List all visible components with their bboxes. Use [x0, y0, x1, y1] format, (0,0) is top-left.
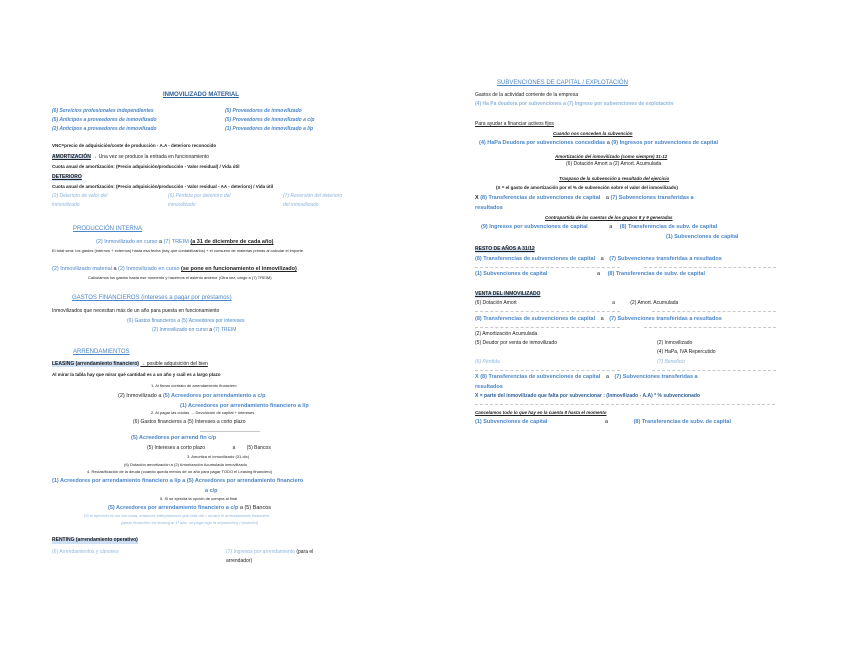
deterioro-formula: Cuota anual de amortización: (Precio adquisición/producción - Valor residual - AA - deterioro) / Vida útil	[52, 184, 274, 189]
renting-account: (7) Ingresos por arrendamiento (para el	[226, 549, 314, 555]
renting-label: RENTING (arrendamiento operativo)	[52, 537, 138, 543]
venta-beneficio: (7) Beneficio	[657, 359, 686, 365]
resto-entry: (8) Transferencias de subvenciones de capital a (7) Subvenciones transferidas a resultados	[475, 256, 722, 262]
subv-traspaso-text: Traspaso de la subvención a resultado del ejercicio	[559, 176, 670, 181]
vnc-formula: VNC=precio de adquisición/coste de producción - A.A - deterioro reconocido	[52, 143, 217, 148]
gastos-financieros-entry: (6) Gastos financieros a (5) Acreedores por intereses	[127, 318, 245, 324]
subv-traspaso-formula: (X = el gasto de amortización por el % de subvención sobre el valor del inmovilizado)	[496, 185, 678, 190]
produccion-entry-1: (2) Inmovilizado en curso a (7) TREIM (a 31 de diciembre de cada año)	[96, 239, 274, 245]
leasing-entry: (5) Intereses a corto plazo a (5) Bancos	[147, 445, 271, 451]
leasing-text: → posible adquisición del bien	[140, 361, 208, 367]
venta-label: VENTA DEL INMOVILIZADO	[475, 291, 541, 297]
leasing-step-4: 4. Reclasificación de la deuda (cuando queda menos de un año para pagar TODO el Leasing financiero)	[87, 469, 273, 474]
produccion-entry-2: (2) Inmovilizado material a (2) Inmovilizado en curso (se pone en funcionamiento el inmovilizado)	[52, 266, 297, 272]
venta-entry: (5) Deudor por venta de inmovilizado	[475, 340, 557, 346]
subv-entry: (6) Dotación Amort a (2) Amort. Acumulada	[566, 161, 662, 167]
leasing-label: LEASING (arrendamiento financiero)	[52, 361, 139, 367]
subv-entry: (4) HaPa Deudora por subvenciones concedidas a (9) Ingresos por subvenciones de capital	[479, 140, 719, 146]
leasing-note: [Si el ejercicio es sin dar nada, entonces interpretamos que vida útil = durará el arrendamiento financiero	[84, 513, 270, 518]
leasing-heading	[52, 362, 208, 368]
leasing-step-1: 1. Al firmar contrato de arrendamiento financiero	[151, 383, 237, 388]
venta-entry: (2) Inmovilizado	[657, 340, 693, 346]
subv-entry: resultados	[475, 205, 503, 211]
venta-perdida: (6) Pérdida	[475, 359, 500, 365]
deterioro-account: (7) Reversión del deterioro	[283, 193, 343, 199]
section-title-subvenciones: SUBVENCIONES DE CAPITAL / EXPLOTACIÓN	[497, 80, 628, 86]
produccion-interna-title: PRODUCCIÓN INTERNA	[73, 226, 143, 232]
venta-formula: X = parte del inmovilizado que falta por subvencionar : (Inmovilizado - A.A) * % subvencionado	[475, 393, 700, 399]
account-line: (1) Proveedores de inmovilizado a l/p	[225, 126, 314, 132]
leasing-entry: (6) Dotación amortización a (2) Amortización Acumulada inmovilizado	[124, 462, 247, 467]
deterioro-account: del inmovilizado	[283, 202, 319, 208]
deterioro-account: (2) Deterioro de valor del	[52, 193, 108, 199]
subv-gastos-entry: (4) Ha Pa deudora por subvenciones a (7) Ingreso por subvenciones de explotación	[475, 101, 674, 107]
leasing-note: (gasto financiero en leasing al 1ª año: se paga logo la separación) / duración]	[121, 520, 258, 525]
subv-entry: (1) Subvenciones de capital	[666, 234, 739, 240]
leasing-entry: (5) Acreedores por arrendamiento financiero a c/p a (5) Bancos	[108, 505, 272, 511]
subv-entry: (9) Ingresos por subvenciones de capital a (8) Transferencias de subv. de capital	[481, 224, 718, 230]
renting-account: (6) Arrendamientos y cánones	[52, 549, 119, 555]
subv-amortizacion-text: Amortización del inmovilizado (como siempre) 31-12	[555, 154, 668, 159]
subv-entry: X (8) Transferencias de subvenciones de capital a (7) Subvenciones transferidas a	[475, 195, 694, 201]
venta-entry: resultados	[475, 384, 503, 390]
gastos-financieros-entry-2: (2) Inmovilizado en curso a (7) TREIM	[152, 327, 237, 333]
leasing-entry: (1) Acreedores por arrendamiento financiero a l/p a (5) Acreedores por arrendamiento financiero	[52, 478, 304, 484]
cancel-text: Cancelamos todo lo que hay en la cuenta 8 hasta el momento	[475, 410, 607, 415]
gastos-financieros-text: Inmovilizados que necesitan más de un año para puesta en funcionamiento	[52, 308, 220, 314]
venta-entry: (2) Amortización Acumulada	[475, 331, 538, 337]
leasing-subtitle: Al mirar la tabla hay que mirar qué cantidad es a un año y cuál es a largo plazo	[52, 372, 221, 377]
venta-entry: (8) Transferencias de subvenciones de capital a (7) Subvenciones transferidas a resultados	[475, 316, 722, 322]
amortizacion-heading	[52, 155, 209, 161]
account-line: (5) Anticipos a proveedores de inmovilizado	[52, 117, 157, 123]
subv-contrapartida-text: Contrapartida de las cuentas de los grupos 8 y 9 generadas	[545, 215, 673, 220]
leasing-step-3: 3. Amortiza el inmovilizado (31-dic)	[187, 454, 250, 459]
leasing-entry: a c/p	[205, 488, 218, 494]
venta-entry: (6) Dotación Amort a (2) Amort. Acumulada	[475, 300, 679, 306]
renting-account: arrendador)	[226, 558, 253, 564]
amortizacion-formula: Cuota anual de amortización: (Precio adquisición/producción - Valor residual) / Vida útil	[52, 164, 240, 169]
cancel-entry: (1) Subvenciones de capital a (8) Transferencias de subv. de capital	[475, 419, 731, 425]
account-line: (2) Anticipos a proveedores de inmovilizado	[52, 126, 157, 132]
amortizacion-text: → Una vez se produce la entrada en funcionamiento	[92, 154, 210, 160]
subv-activos-text: Para ayudar a financiar activos fijos	[475, 121, 554, 127]
leasing-entry: (6) Gastos financieros a (5) Intereses a corto plazo	[133, 419, 246, 425]
leasing-step-5: 5. Si se ejercita la opción de compra al final	[160, 496, 238, 501]
account-line: (5) Proveedores de inmovilizado a c/p	[225, 117, 315, 123]
leasing-step-2: 2. Al pagar las cuotas → Devolución de capital + intereses	[151, 410, 255, 415]
venta-entry: X (8) Transferencias de subvenciones de capital a (7) Subvenciones transferidas a	[475, 374, 698, 380]
gastos-financieros-title: GASTOS FINANCIEROS (intereses a pagar por préstamos)	[72, 295, 232, 301]
arrendamientos-title: ARRENDAMIENTOS	[73, 349, 130, 355]
leasing-entry: (5) Acreedores por arrend fin c/p	[131, 435, 217, 441]
amortizacion-label: AMORTIZACIÓN	[52, 154, 91, 160]
deterioro-account: inmovilizado	[52, 202, 80, 208]
produccion-note: El total será: los gastos (internos + externos) hasta esa fecha (hay que contabilizarlos) + el consumo de materias primas al calcular el importe.	[52, 248, 305, 253]
subv-gastos-text: Gastos de la actividad corriente de la empresa	[475, 92, 579, 98]
section-title-inmovilizado: INMOVILIZADO MATERIAL	[163, 92, 239, 98]
leasing-entry: (2) Inmovilizado a (5) Acreedores por arrendamiento a c/p	[118, 393, 266, 399]
account-line: (5) Proveedores de inmovilizado	[225, 108, 302, 114]
resto-entry: (1) Subvenciones de capital a (8) Transferencias de subv. de capital	[475, 271, 705, 277]
leasing-entry: (1) Acreedores por arrendamiento financiero a l/p	[180, 403, 309, 409]
deterioro-account: (6) Pérdida por deterioro del	[168, 193, 231, 199]
produccion-note-2: Calculamos los gastos hasta ese momento y hacemos el asiento anterior (Otra vez, cargo a (7) TREIM)	[88, 275, 272, 280]
resto-label: RESTO DE AÑOS A 31/12	[475, 246, 535, 252]
account-line: (6) Servicios profesionales independientes	[52, 108, 154, 114]
deterioro-account: inmovilizado	[168, 202, 196, 208]
deterioro-label: DETERIORO	[52, 174, 82, 180]
venta-entry: (4) HaPa, IVA Repercutido	[657, 349, 716, 355]
subv-concedida-text: Cuando nos conceden la subvención	[553, 131, 633, 136]
